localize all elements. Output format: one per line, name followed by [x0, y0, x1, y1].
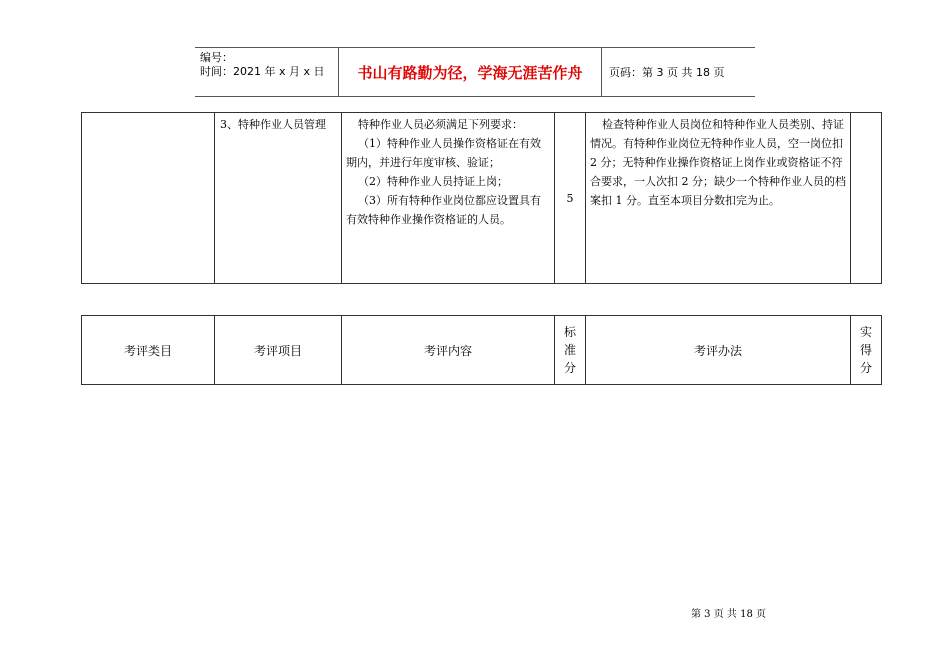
- time-label: 时间：2021 年 x 月 x 日: [200, 65, 325, 78]
- content-cell: [342, 113, 555, 284]
- table-header-row: [82, 316, 882, 385]
- content-line: （3）所有特种作业岗位都应设置具有有效特种作业操作资格证的人员。: [346, 194, 541, 226]
- header-standard-score: [555, 316, 586, 385]
- header-actual-score-text: 实得分: [860, 325, 873, 375]
- header-category: 考评类目: [82, 316, 215, 385]
- motto: 书山有路勤为径，学海无涯苦作舟: [338, 48, 602, 96]
- page-footer: 第 3 页 共 18 页: [691, 609, 766, 620]
- evaluation-table-header: [81, 315, 882, 385]
- page-header: [195, 47, 755, 97]
- method-cell: 检查特种作业人员岗位和特种作业人员类别、持证情况。有特种作业岗位无特种作业人员，空一岗位扣 2 分；无特种作业操作资格证上岗作业或资格证不符合要求，一人次扣 2 分；缺少一个特种作业人员的档案扣 1 分。直至本项目分数扣完为止。: [586, 113, 851, 284]
- content-line: （2）特种作业人员持证上岗；: [358, 175, 508, 188]
- evaluation-table-top: [81, 112, 882, 284]
- item-cell: 3、特种作业人员管理: [215, 113, 342, 284]
- content-line: 特种作业人员必须满足下列要求：: [358, 118, 523, 131]
- header-meta: [195, 48, 338, 96]
- standard-score-cell: 5: [555, 113, 586, 284]
- number-label: 编号：: [200, 51, 233, 64]
- content-line: （1）特种作业人员操作资格证在有效期内，并进行年度审核、验证；: [346, 137, 541, 169]
- table-row: [82, 113, 882, 284]
- category-cell: [82, 113, 215, 284]
- header-content: 考评内容: [342, 316, 555, 385]
- actual-score-cell: [851, 113, 882, 284]
- header-method: 考评办法: [586, 316, 851, 385]
- header-actual-score: [851, 316, 882, 385]
- header-item: 考评项目: [215, 316, 342, 385]
- page-code: 页码：第 3 页 共 18 页: [609, 66, 725, 79]
- header-standard-score-text: 标准分: [564, 325, 577, 375]
